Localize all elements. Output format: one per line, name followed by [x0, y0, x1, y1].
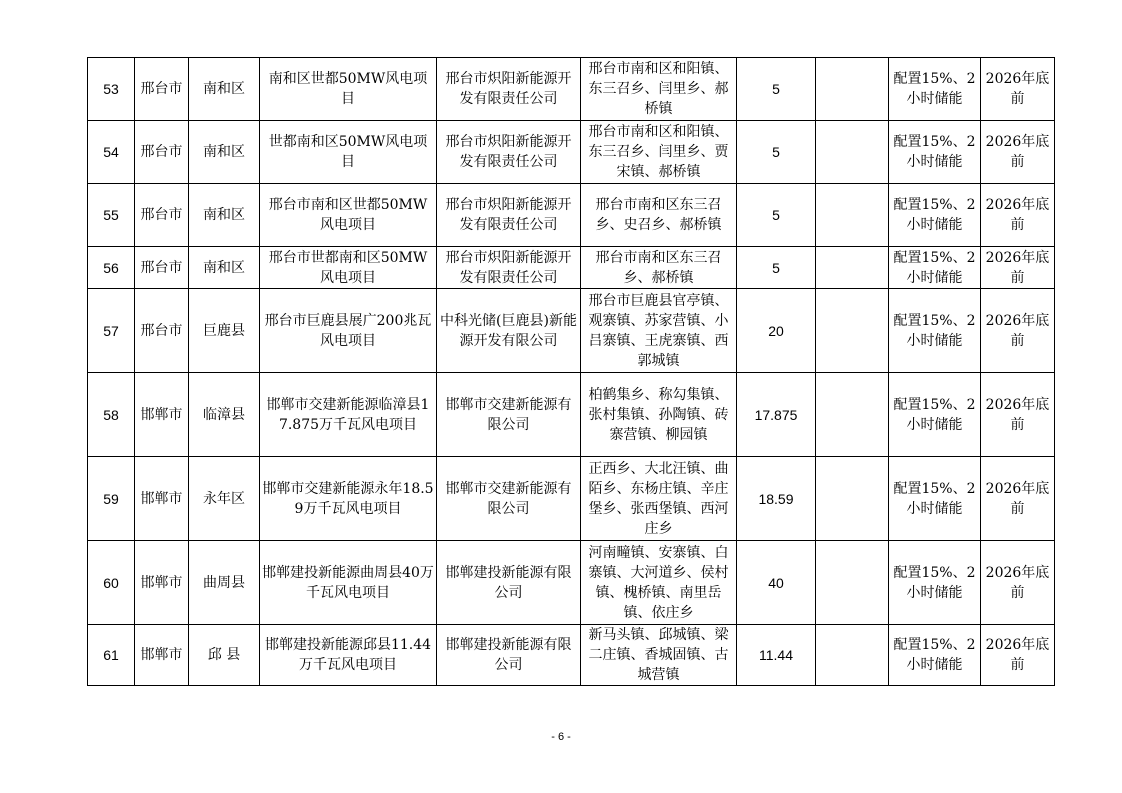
row-number-cell: 53 [88, 58, 135, 121]
blank-cell [816, 247, 889, 289]
city-cell: 邯郸市 [135, 541, 189, 625]
city-cell: 邯郸市 [135, 457, 189, 541]
table-row [88, 247, 1055, 289]
company-cell: 邯郸市交建新能源有限公司 [437, 373, 581, 457]
county-cell: 巨鹿县 [189, 289, 260, 373]
project-name-cell: 邯郸建投新能源邱县11.44万千瓦风电项目 [260, 625, 437, 686]
blank-cell [816, 457, 889, 541]
blank-cell [816, 541, 889, 625]
deadline-cell: 2026年底前 [981, 289, 1055, 373]
city-cell: 邢台市 [135, 247, 189, 289]
county-cell: 南和区 [189, 58, 260, 121]
row-number-cell: 61 [88, 625, 135, 686]
row-number-cell: 58 [88, 373, 135, 457]
deadline-cell: 2026年底前 [981, 58, 1055, 121]
city-cell: 邢台市 [135, 58, 189, 121]
project-name-cell: 邢台市世都南和区50MW风电项目 [260, 247, 437, 289]
towns-cell: 邢台市南和区和阳镇、东三召乡、闫里乡、贾宋镇、郝桥镇 [581, 121, 737, 184]
county-cell: 临漳县 [189, 373, 260, 457]
deadline-cell: 2026年底前 [981, 247, 1055, 289]
towns-cell: 柏鹤集乡、称勾集镇、张村集镇、孙陶镇、砖寨营镇、柳园镇 [581, 373, 737, 457]
project-name-cell: 邯郸市交建新能源临漳县17.875万千瓦风电项目 [260, 373, 437, 457]
row-number-cell: 55 [88, 184, 135, 247]
company-cell: 邢台市炽阳新能源开发有限责任公司 [437, 121, 581, 184]
storage-cell: 配置15%、2小时储能 [889, 457, 981, 541]
towns-cell: 河南疃镇、安寨镇、白寨镇、大河道乡、侯村镇、槐桥镇、南里岳镇、依庄乡 [581, 541, 737, 625]
blank-cell [816, 625, 889, 686]
company-cell: 中科光储(巨鹿县)新能源开发有限公司 [437, 289, 581, 373]
capacity-cell: 5 [737, 247, 816, 289]
storage-cell: 配置15%、2小时储能 [889, 58, 981, 121]
project-name-cell: 世都南和区50MW风电项目 [260, 121, 437, 184]
city-cell: 邢台市 [135, 289, 189, 373]
capacity-cell: 17.875 [737, 373, 816, 457]
capacity-cell: 40 [737, 541, 816, 625]
deadline-cell: 2026年底前 [981, 184, 1055, 247]
table-row [88, 373, 1055, 457]
towns-cell: 邢台市南和区东三召乡、郝桥镇 [581, 247, 737, 289]
county-cell: 南和区 [189, 247, 260, 289]
city-cell: 邢台市 [135, 184, 189, 247]
county-cell: 永年区 [189, 457, 260, 541]
county-cell: 南和区 [189, 184, 260, 247]
row-number-cell: 60 [88, 541, 135, 625]
company-cell: 邯郸市交建新能源有限公司 [437, 457, 581, 541]
table-row [88, 625, 1055, 686]
row-number-cell: 56 [88, 247, 135, 289]
capacity-cell: 5 [737, 121, 816, 184]
city-cell: 邢台市 [135, 121, 189, 184]
table-row [88, 541, 1055, 625]
county-cell: 南和区 [189, 121, 260, 184]
company-cell: 邢台市炽阳新能源开发有限责任公司 [437, 58, 581, 121]
deadline-cell: 2026年底前 [981, 541, 1055, 625]
company-cell: 邢台市炽阳新能源开发有限责任公司 [437, 247, 581, 289]
project-name-cell: 邯郸建投新能源曲周县40万千瓦风电项目 [260, 541, 437, 625]
project-name-cell: 邢台市南和区世都50MW风电项目 [260, 184, 437, 247]
city-cell: 邯郸市 [135, 625, 189, 686]
table-row [88, 184, 1055, 247]
blank-cell [816, 289, 889, 373]
project-table [87, 57, 1055, 686]
towns-cell: 邢台市南和区和阳镇、东三召乡、闫里乡、郝桥镇 [581, 58, 737, 121]
city-cell: 邯郸市 [135, 373, 189, 457]
company-cell: 邯郸建投新能源有限公司 [437, 625, 581, 686]
table-row [88, 58, 1055, 121]
table-row [88, 121, 1055, 184]
towns-cell: 邢台市南和区东三召乡、史召乡、郝桥镇 [581, 184, 737, 247]
storage-cell: 配置15%、2小时储能 [889, 541, 981, 625]
capacity-cell: 5 [737, 58, 816, 121]
blank-cell [816, 184, 889, 247]
deadline-cell: 2026年底前 [981, 625, 1055, 686]
project-name-cell: 邯郸市交建新能源永年18.59万千瓦风电项目 [260, 457, 437, 541]
storage-cell: 配置15%、2小时储能 [889, 289, 981, 373]
towns-cell: 正西乡、大北汪镇、曲陌乡、东杨庄镇、辛庄堡乡、张西堡镇、西河庄乡 [581, 457, 737, 541]
capacity-cell: 11.44 [737, 625, 816, 686]
storage-cell: 配置15%、2小时储能 [889, 625, 981, 686]
deadline-cell: 2026年底前 [981, 373, 1055, 457]
storage-cell: 配置15%、2小时储能 [889, 373, 981, 457]
blank-cell [816, 121, 889, 184]
table-row [88, 289, 1055, 373]
storage-cell: 配置15%、2小时储能 [889, 121, 981, 184]
row-number-cell: 59 [88, 457, 135, 541]
table-row [88, 457, 1055, 541]
row-number-cell: 57 [88, 289, 135, 373]
row-number-cell: 54 [88, 121, 135, 184]
towns-cell: 邢台市巨鹿县官亭镇、观寨镇、苏家营镇、小吕寨镇、王虎寨镇、西郭城镇 [581, 289, 737, 373]
storage-cell: 配置15%、2小时储能 [889, 184, 981, 247]
company-cell: 邯郸建投新能源有限公司 [437, 541, 581, 625]
company-cell: 邢台市炽阳新能源开发有限责任公司 [437, 184, 581, 247]
project-name-cell: 邢台市巨鹿县展广200兆瓦风电项目 [260, 289, 437, 373]
capacity-cell: 20 [737, 289, 816, 373]
deadline-cell: 2026年底前 [981, 121, 1055, 184]
capacity-cell: 5 [737, 184, 816, 247]
blank-cell [816, 58, 889, 121]
project-name-cell: 南和区世都50MW风电项目 [260, 58, 437, 121]
storage-cell: 配置15%、2小时储能 [889, 247, 981, 289]
page-number: - 6 - [551, 731, 571, 743]
county-cell: 曲周县 [189, 541, 260, 625]
towns-cell: 新马头镇、邱城镇、梁二庄镇、香城固镇、古城营镇 [581, 625, 737, 686]
deadline-cell: 2026年底前 [981, 457, 1055, 541]
blank-cell [816, 373, 889, 457]
capacity-cell: 18.59 [737, 457, 816, 541]
county-cell: 邱 县 [189, 625, 260, 686]
